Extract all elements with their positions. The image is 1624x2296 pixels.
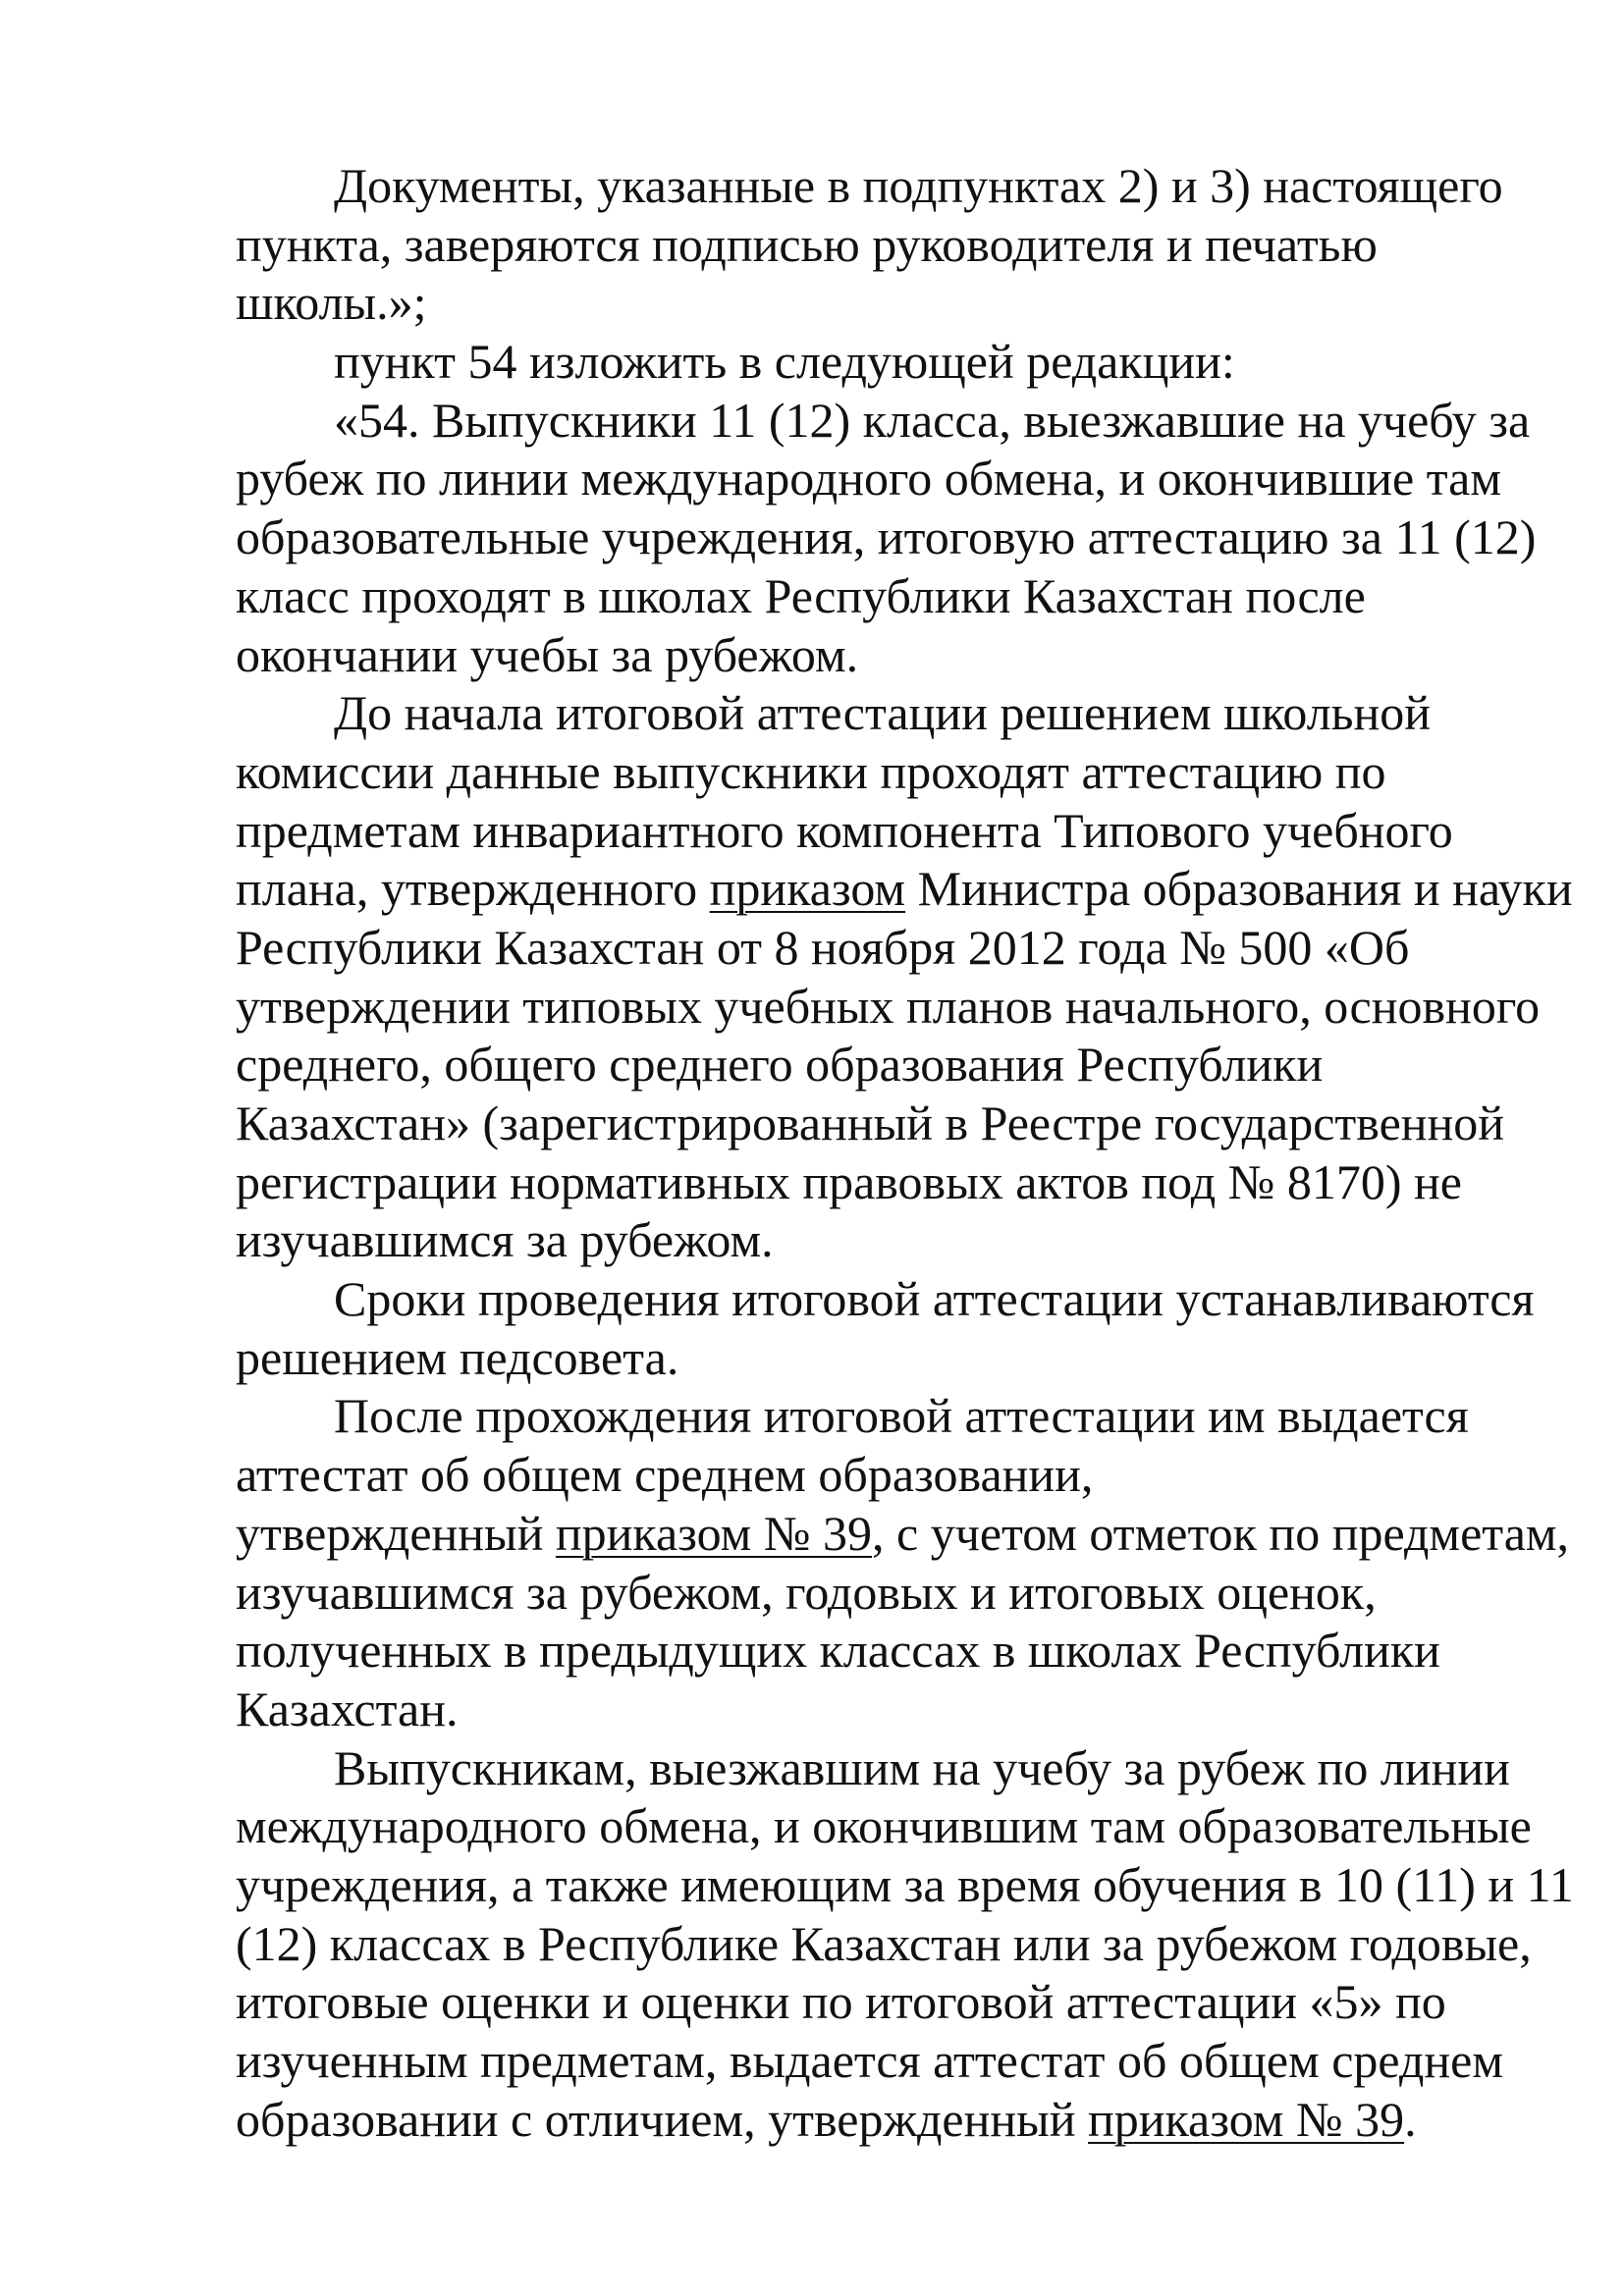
paragraph-line: Выпускникам, выезжавшим на учебу за рубеж по линии bbox=[334, 1739, 1510, 1795]
order-39-link[interactable]: приказом № 39 bbox=[1088, 2091, 1405, 2147]
paragraph-line: изучавшимся за рубежом, годовых и итоговых оценок, bbox=[236, 1564, 1377, 1620]
line-text: плана, утвержденного bbox=[236, 861, 710, 917]
paragraph-line: До начала итоговой аттестации решением школьной bbox=[334, 685, 1431, 741]
paragraph-line bbox=[236, 860, 1573, 919]
paragraph-line: окончании учебы за рубежом. bbox=[236, 626, 859, 682]
paragraph-line: аттестат об общем среднем образовании, bbox=[236, 1447, 1094, 1503]
paragraph-line: регистрации нормативных правовых актов под № 8170) не bbox=[236, 1153, 1462, 1209]
paragraph-line: среднего, общего среднего образования Республики bbox=[236, 1037, 1324, 1093]
paragraph-line: Сроки проведения итоговой аттестации устанавливаются bbox=[334, 1271, 1535, 1327]
paragraph-line bbox=[236, 1505, 1570, 1564]
line-text: утвержденный bbox=[236, 1505, 556, 1561]
paragraph-line: полученных в предыдущих классах в школах Республики bbox=[236, 1623, 1440, 1679]
paragraph-line: «54. Выпускники 11 (12) класса, выезжавшие на учебу за bbox=[334, 392, 1531, 448]
paragraph-line: (12) классах в Республике Казахстан или за рубежом годовые, bbox=[236, 1915, 1532, 1971]
paragraph-line: международного обмена, и окончившим там образовательные bbox=[236, 1798, 1532, 1854]
paragraph-line: утверждении типовых учебных планов начального, основного bbox=[236, 978, 1541, 1034]
paragraph-line: Республики Казахстан от 8 ноября 2012 года № 500 «Об bbox=[236, 919, 1410, 975]
paragraph-line: образовательные учреждения, итоговую аттестацию за 11 (12) bbox=[236, 509, 1537, 565]
line-text: Министра образования и науки bbox=[905, 861, 1573, 917]
paragraph-line: учреждения, а также имеющим за время обучения в 10 (11) и 11 bbox=[236, 1856, 1574, 1912]
line-text: образовании с отличием, утвержденный bbox=[236, 2091, 1088, 2147]
paragraph-line: изученным предметам, выдается аттестат об общем среднем bbox=[236, 2033, 1503, 2088]
paragraph-line: Казахстан» (зарегистрированный в Реестре государственной bbox=[236, 1095, 1505, 1150]
order-39-link[interactable]: приказом № 39 bbox=[555, 1505, 873, 1561]
paragraph-line: комиссии данные выпускники проходят аттестацию по bbox=[236, 743, 1386, 799]
paragraph-line: предметам инвариантного компонента Типового учебного bbox=[236, 802, 1453, 858]
paragraph-line: итоговые оценки и оценки по итоговой аттестации «5» по bbox=[236, 1974, 1446, 2030]
paragraph-line: класс проходят в школах Республики Казахстан после bbox=[236, 567, 1366, 623]
paragraph-line: школы.»; bbox=[236, 275, 427, 331]
line-text: . bbox=[1404, 2091, 1417, 2147]
paragraph-line: решением педсовета. bbox=[236, 1329, 679, 1385]
paragraph-line: Документы, указанные в подпунктах 2) и 3) настоящего bbox=[334, 158, 1503, 213]
paragraph-line: После прохождения итоговой аттестации им выдается bbox=[334, 1388, 1469, 1444]
line-text: , с учетом отметок по предметам, bbox=[872, 1505, 1570, 1561]
document-body bbox=[236, 157, 1574, 2149]
paragraph-line bbox=[236, 2091, 1512, 2150]
paragraph-line: пункта, заверяются подписью руководителя и печатью bbox=[236, 216, 1378, 272]
paragraph-line: пункт 54 изложить в следующей редакции: bbox=[334, 334, 1235, 390]
paragraph-line: Казахстан. bbox=[236, 1681, 459, 1736]
order-link[interactable]: приказом bbox=[709, 861, 906, 917]
paragraph-line: рубеж по линии международного обмена, и окончившие там bbox=[236, 451, 1501, 507]
paragraph-line: изучавшимся за рубежом. bbox=[236, 1212, 774, 1268]
